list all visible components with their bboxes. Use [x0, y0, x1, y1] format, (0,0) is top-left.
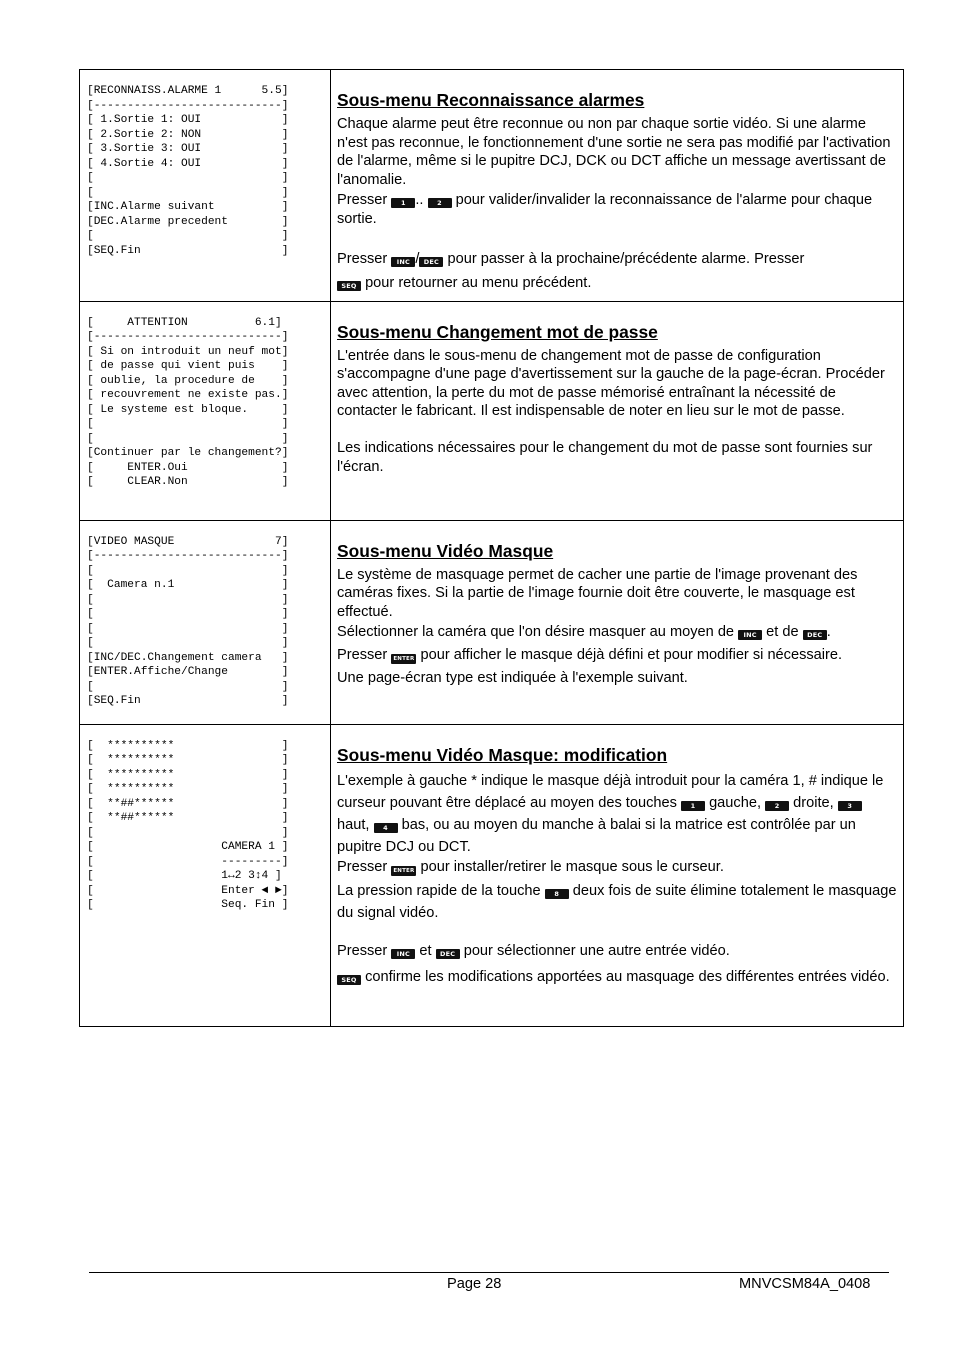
text-run: Presser	[337, 943, 388, 960]
text-run: La pression rapide de la touche	[337, 883, 541, 900]
key-8-icon: 8	[545, 889, 569, 899]
screen-listing: [ ATTENTION 6.1] [----------------------------] [ Si on introduit un neuf mot] [ de passe qui vient puis ] [ oublie, la procedure de ] [ recouvrement ne existe pas.] [ Le systeme est bloque. ] [ ] [ ] [Continuer par le changement?] [ ENTER.Oui ] [ CLEAR.Non ]	[87, 316, 289, 489]
text-run: L'exemple à gauche * indique le masque déjà introduit pour la caméra 1, # indique le curseur pouvant être déplacé au moyen des touches	[337, 772, 884, 811]
key-4-icon: 4	[374, 823, 398, 833]
section-row	[80, 724, 904, 1026]
page-number: Page 28	[447, 1276, 502, 1292]
section-row	[80, 520, 904, 724]
text-cell	[331, 520, 904, 724]
key-dec-icon: DEC	[419, 257, 443, 267]
key-2-icon: 2	[428, 198, 452, 208]
screen-listing: [ ********** ] [ ********** ] [ ********** ] [ ********** ] [ **##****** ] [ **##****** ] [ ] [ CAMERA 1 ] [ ---------] [ 1↔2 3↕4 ] [ Enter ◄ ►] [ Seq. Fin ]	[87, 739, 289, 912]
screen-listing: [VIDEO MASQUE 7] [----------------------------] [ ] [ Camera n.1 ] [ ] [ ] [ ] [ ] [INC/DEC.Changement camera ] [ENTER.Affiche/Change ] [ ] [SEQ.Fin ]	[87, 535, 289, 708]
key-3-icon: 3	[838, 801, 862, 811]
key-enter-icon: ENTER	[393, 655, 415, 662]
key-seq-icon: SEQ	[337, 975, 361, 985]
text-run: pour passer à la prochaine/précédente alarme. Presser	[447, 250, 805, 267]
paragraph	[337, 966, 897, 988]
text-run: pour valider/invalider la reconnaissance de l'alarme pour chaque sortie.	[337, 192, 873, 227]
text-run: pour afficher le masque déjà défini et pour modifier si nécessaire.	[420, 646, 843, 663]
text-run: /	[415, 250, 420, 267]
screen-cell	[80, 724, 331, 1026]
text-run: haut,	[337, 816, 370, 833]
key-seq-icon: SEQ	[337, 281, 361, 291]
text-run: confirme les modifications apportées au masquage des différentes entrées vidéo.	[365, 968, 890, 985]
text-run: ..	[415, 192, 424, 209]
text-run: pour retourner au menu précédent.	[365, 274, 592, 291]
text-run: deux fois de suite élimine totalement le masquage du signal vidéo.	[337, 883, 897, 922]
key-dec-icon: DEC	[436, 949, 460, 959]
key-inc-icon: INC	[391, 257, 415, 267]
text-run: pour installer/retirer le masque sous le curseur.	[420, 858, 724, 875]
paragraph: Chaque alarme peut être reconnue ou non par chaque sortie vidéo. Si une alarme n'est pas reconnue, le fonctionnement d'une sortie ne sera pas modifié par l'activation de l'alarme, même si le pupitre DCJ, DCK ou DCT affiche un message avertissant de l'anomalie.	[337, 116, 891, 188]
paragraph: L'entrée dans le sous-menu de changement mot de passe de configuration s'accompagne d'une page d'avertissement sur la gauche de la page-écran. Procéder avec attention, la perte du mot de passe mémorisé entraînant la nécessité de contacter le fabricant. Il est indispensable de noter en lieu sur le mot de passe.	[337, 347, 885, 420]
text-run: Presser	[337, 250, 388, 267]
text-run: et de	[766, 624, 799, 641]
paragraph	[337, 770, 897, 858]
paragraph	[337, 942, 897, 961]
screen-cell	[80, 70, 331, 302]
paragraph	[337, 623, 897, 642]
paragraph	[337, 191, 897, 228]
paragraph: Les indications nécessaires pour le changement du mot de passe sont fournies sur l'écran.	[337, 439, 873, 475]
section-title: Sous-menu Vidéo Masque: modification	[337, 744, 668, 765]
screen-cell	[80, 301, 331, 520]
key-dec-icon: DEC	[803, 630, 827, 640]
manual-table	[79, 69, 904, 1027]
text-cell	[331, 301, 904, 520]
text-cell	[331, 70, 904, 302]
key-inc-icon: INC	[738, 630, 762, 640]
section-title: Sous-menu Vidéo Masque	[337, 540, 554, 561]
section-row	[80, 70, 904, 302]
text-run: pour sélectionner une autre entrée vidéo.	[463, 943, 730, 960]
section-row	[80, 301, 904, 520]
text-run: bas, ou au moyen du manche à balai si la matrice est contrôlée par un pupitre DCJ ou DCT.	[337, 816, 856, 855]
text-run: Presser	[337, 646, 388, 663]
paragraph	[337, 247, 897, 295]
text-run: gauche,	[709, 794, 761, 811]
footer-rule	[89, 1272, 889, 1273]
screen-listing: [RECONNAISS.ALARME 1 5.5] [----------------------------] [ 1.Sortie 1: OUI ] [ 2.Sortie 2: NON ] [ 3.Sortie 3: OUI ] [ 4.Sortie 4: OUI ] [ ] [ ] [INC.Alarme suivant ] [DEC.Alarme precedent ] [ ] [SEQ.Fin ]	[87, 85, 289, 257]
text-run: .	[826, 624, 831, 641]
document-code: MNVCSM84A_0408	[739, 1276, 871, 1292]
text-run: Presser	[337, 858, 388, 875]
key-1-icon: 1	[391, 198, 415, 208]
paragraph	[337, 880, 897, 924]
key-enter-icon: ENTER	[393, 867, 415, 874]
text-run: Sélectionner la caméra que l'on désire masquer au moyen de	[337, 624, 735, 641]
section-title: Sous-menu Reconnaissance alarmes	[337, 90, 645, 110]
section-title: Sous-menu Changement mot de passe	[337, 321, 658, 342]
paragraph: Le système de masquage permet de cacher une partie de l'image provenant des caméras fixes. Si la partie de l'image fournie doit être couverte, le masquage est effectué.	[337, 566, 858, 620]
key-1-icon: 1	[681, 801, 705, 811]
screen-cell	[80, 520, 331, 724]
text-run: droite,	[793, 794, 834, 811]
paragraph: Une page-écran type est indiquée à l'exemple suivant.	[337, 669, 688, 686]
paragraph	[337, 858, 897, 877]
key-inc-icon: INC	[391, 949, 415, 959]
paragraph	[337, 646, 897, 665]
key-2-icon: 2	[765, 801, 789, 811]
text-run: Presser	[337, 192, 388, 209]
text-cell	[331, 724, 904, 1026]
text-run: et	[419, 943, 432, 960]
